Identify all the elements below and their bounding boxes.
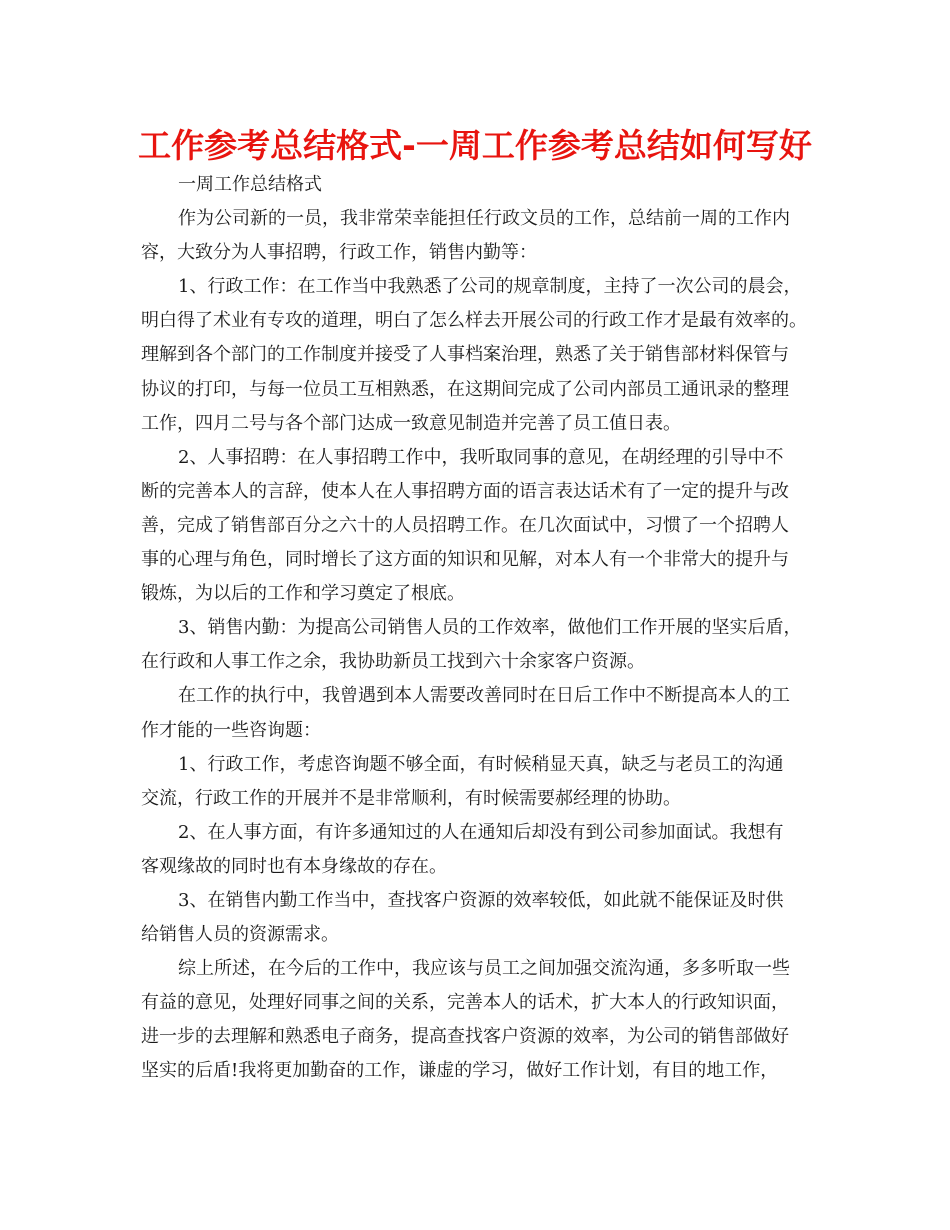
text-line: 断的完善本人的言辞，使本人在人事招聘方面的语言表达话术有了一定的提升与改 xyxy=(141,480,789,502)
text-line: 一周工作总结格式 xyxy=(178,174,322,195)
text-line: 1、行政工作：在工作当中我熟悉了公司的规章制度，主持了一次公司的晨会， xyxy=(178,276,802,298)
text-line: 明白得了术业有专攻的道理，明白了怎么样去开展公司的行政工作才是最有效率的。 xyxy=(141,310,807,332)
text-line: 善，完成了销售部百分之六十的人员招聘工作。在几次面试中，习惯了一个招聘人 xyxy=(141,514,789,536)
text-line: 给销售人员的资源需求。 xyxy=(141,924,339,946)
text-line: 事的心理与角色，同时增长了这方面的知识和见解，对本人有一个非常大的提升与 xyxy=(141,549,789,571)
text-line: 2、人事招聘：在人事招聘工作中，我听取同事的意见，在胡经理的引导中不 xyxy=(178,446,784,468)
text-line: 1、行政工作，考虑咨询题不够全面，有时候稍显天真，缺乏与老员工的沟通 xyxy=(178,753,784,775)
text-line: 作为公司新的一员，我非常荣幸能担任行政文员的工作，总结前一周的工作内 xyxy=(178,208,790,230)
text-line: 3、销售内勤：为提高公司销售人员的工作效率，做他们工作开展的坚实后盾， xyxy=(178,617,802,639)
text-line: 作才能的一些咨询题： xyxy=(141,719,321,741)
text-line: 进一步的去理解和熟悉电子商务，提高查找客户资源的效率，为公司的销售部做好 xyxy=(141,1026,789,1048)
text-line: 工作，四月二号与各个部门达成一致意见制造并完善了员工值日表。 xyxy=(141,412,681,434)
text-line: 有益的意见，处理好同事之间的关系，完善本人的话术，扩大本人的行政知识面， xyxy=(141,992,789,1014)
text-line: 3、在销售内勤工作当中，查找客户资源的效率较低，如此就不能保证及时供 xyxy=(178,889,784,911)
text-line: 交流，行政工作的开展并不是非常顺利，有时候需要郝经理的协助。 xyxy=(141,787,681,809)
text-line: 2、在人事方面，有许多通知过的人在通知后却没有到公司参加面试。我想有 xyxy=(178,821,784,843)
text-line: 锻炼，为以后的工作和学习奠定了根底。 xyxy=(141,583,465,605)
document-title: 工作参考总结格式-一周工作参考总结如何写好 xyxy=(138,126,812,165)
text-line: 在工作的执行中，我曾遇到本人需要改善同时在日后工作中不断提高本人的工 xyxy=(178,685,790,707)
text-line: 协议的打印，与每一位员工互相熟悉，在这期间完成了公司内部员工通讯录的整理 xyxy=(141,378,789,400)
text-line: 客观缘故的同时也有本身缘故的存在。 xyxy=(141,855,447,877)
text-line: 容，大致分为人事招聘，行政工作，销售内勤等： xyxy=(141,242,537,264)
document-body xyxy=(141,168,811,1089)
text-line: 坚实的后盾!我将更加勤奋的工作，谦虚的学习，做好工作计划，有目的地工作， xyxy=(141,1060,779,1082)
text-line: 综上所述，在今后的工作中，我应该与员工之间加强交流沟通，多多听取一些 xyxy=(178,958,790,980)
text-line: 理解到各个部门的工作制度并接受了人事档案治理，熟悉了关于销售部材料保管与 xyxy=(141,344,789,366)
text-line: 在行政和人事工作之余，我协助新员工找到六十余家客户资源。 xyxy=(141,651,645,673)
